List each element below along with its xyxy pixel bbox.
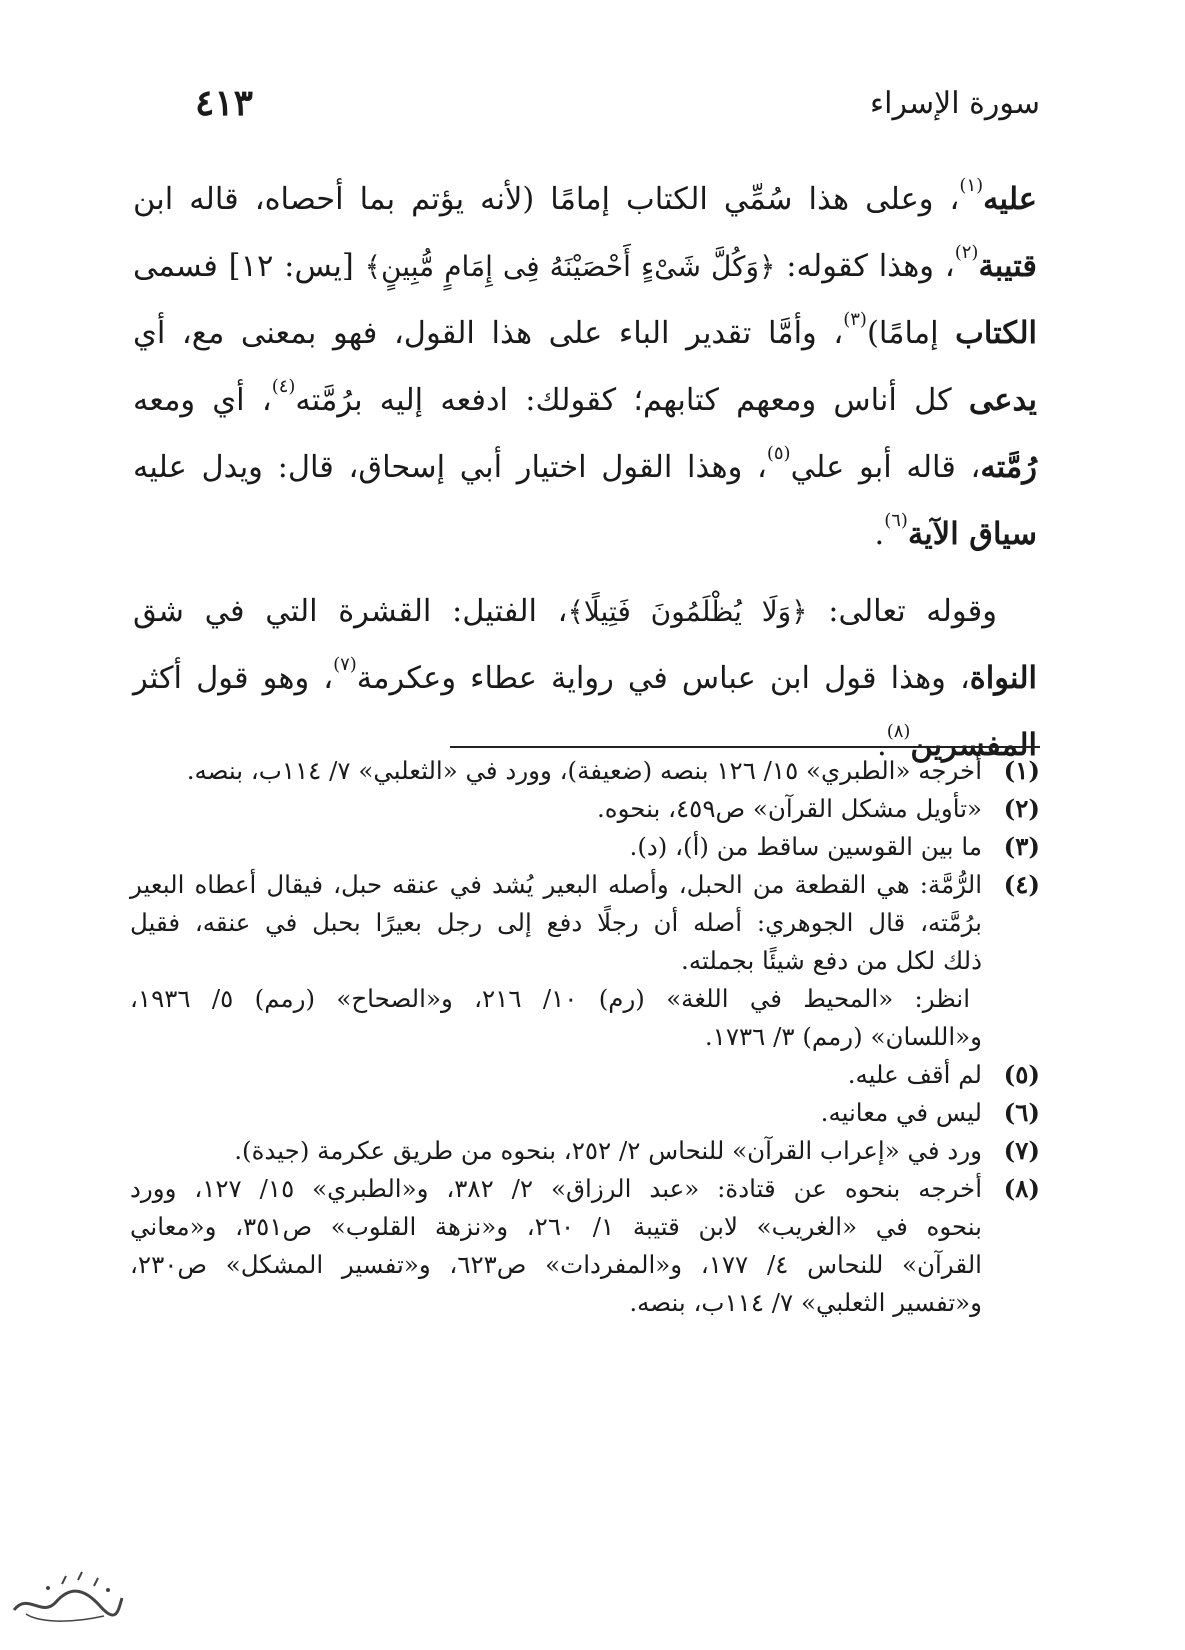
text-run: ، وأمَّا تقدير الباء على هذا القول، فهو بمعنى مع، أي — [133, 316, 844, 351]
footnote-line: لم أقف عليه. — [847, 1060, 982, 1089]
footnote-7 — [130, 1132, 1040, 1170]
footnote-number: (٢) — [1003, 794, 1040, 823]
surah-title: سورة الإسراء — [870, 86, 1040, 121]
footnote-8 — [130, 1170, 1040, 1322]
footnote-line: و«تفسير الثعلبي» ٧/ ١١٤ب، بنصه. — [629, 1288, 982, 1317]
footnote-number: (١) — [1003, 756, 1040, 785]
footnote-line: القرآن» للنحاس ٤/ ١٧٧، و«المفردات» ص٦٢٣، و«تفسير المشكل» ص٢٣٠، — [130, 1250, 982, 1279]
footnote-line: ما بين القوسين ساقط من (أ)، (د). — [629, 832, 982, 861]
footnote-line: ورد في «إعراب القرآن» للنحاس ٢/ ٢٥٢، بنحوه من طريق عكرمة (جيدة). — [234, 1136, 982, 1165]
text-run: ، أي ومعه — [133, 383, 272, 418]
footnote-ref-1[interactable]: (١) — [959, 175, 984, 196]
bold-word: عليه — [983, 181, 1037, 217]
text-line — [133, 233, 1037, 300]
text-run: كل أناس ومعهم كتابهم؛ كقولك: ادفعه إليه برُمَّته — [295, 383, 969, 418]
text-run: ، وهو قول أكثر — [133, 661, 334, 696]
text-line — [133, 300, 1037, 367]
bold-word: الكتاب — [955, 315, 1037, 351]
text-line — [133, 645, 1037, 712]
text-line — [133, 367, 1037, 434]
publisher-logo — [8, 1562, 128, 1632]
footnote-5 — [130, 1056, 1040, 1094]
bold-word: النواة — [969, 660, 1037, 696]
footnote-line: ليس في معانيه. — [820, 1098, 982, 1127]
text-run: إمامًا) — [866, 316, 956, 351]
footnote-number: (٣) — [1003, 832, 1040, 861]
text-line — [133, 434, 1037, 501]
footnote-1 — [130, 752, 1040, 790]
footnote-ref-2[interactable]: (٢) — [954, 242, 979, 263]
footnote-line: و«اللسان» (رمم) ٣/ ١٧٣٦. — [704, 1022, 982, 1051]
text-run: . — [874, 517, 885, 552]
footnote-number: (٥) — [1003, 1060, 1040, 1089]
main-text — [133, 166, 1037, 779]
footnote-ref-4[interactable]: (٤) — [271, 376, 296, 397]
text-run: . — [876, 728, 887, 763]
footnote-ref-5[interactable]: (٥) — [766, 443, 791, 464]
footnote-3 — [130, 828, 1040, 866]
footnote-line: أخرجه «الطبري» ١٥/ ١٢٦ بنصه (ضعيفة)، وورد في «الثعلبي» ٧/ ١١٤ب، بنصه. — [186, 756, 982, 785]
footnote-4 — [130, 866, 1040, 1056]
footnote-ref-8[interactable]: (٨) — [886, 721, 911, 742]
footnote-line: «تأويل مشكل القرآن» ص٤٥٩، بنحوه. — [597, 794, 982, 823]
text-run: ، وهذا قول ابن عباس في رواية عطاء وعكرمة — [356, 661, 970, 696]
page-header — [195, 82, 1040, 130]
text-run: ، قاله أبو علي — [790, 450, 981, 485]
quran-verse: ﴿وَلَا يُظْلَمُونَ فَتِيلًا﴾ — [567, 595, 808, 628]
footnote-number: (٧) — [1003, 1136, 1040, 1165]
footnote-ref-3[interactable]: (٣) — [843, 309, 867, 330]
page-number: ٤١٣ — [195, 82, 254, 124]
footnote-line: بنحوه في «الغريب» لابن قتيبة ١/ ٢٦٠، و«نزهة القلوب» ص٣٥١، و«معاني — [130, 1212, 982, 1241]
text-line — [133, 578, 1037, 645]
footnote-2 — [130, 790, 1040, 828]
footnote-line: ذلك لكل من دفع شيئًا بجملته. — [681, 946, 982, 975]
bold-word: رُمَّته — [980, 449, 1037, 485]
text-run: وقوله تعالى: — [807, 594, 997, 629]
footnote-line: برُمَّته، قال الجوهري: أصله أن رجلًا دفع إلى رجل بعيرًا بحبل في عنقه، فقيل — [130, 908, 982, 937]
text-run: [يس: ١٢] فسمى — [133, 249, 365, 284]
text-line — [133, 166, 1037, 233]
footnote-line: الرُّمَّة: هي القطعة من الحبل، وأصله البعير يُشد في عنقه حبل، فيقال أعطاه البعير — [130, 870, 982, 899]
footnotes — [130, 752, 1040, 1322]
text-run: ، وهذا القول اختيار أبي إسحاق، قال: ويدل عليه — [133, 450, 767, 485]
footnote-number: (٨) — [1003, 1174, 1040, 1203]
footnote-line: انظر: «المحيط في اللغة» (رم) ١٠/ ٢١٦، و«الصحاح» (رمم) ٥/ ١٩٣٦، — [130, 984, 971, 1013]
bold-word: المفسرين — [910, 727, 1037, 763]
text-run: ، الفتيل: القشرة التي في شق — [133, 594, 568, 629]
bold-word: سياق الآية — [907, 516, 1037, 552]
bold-word: يدعى — [968, 382, 1037, 418]
quran-verse: ﴿وَكُلَّ شَىْءٍ أَحْصَيْنَهُ فِى إِمَامٍ مُّبِينٍ﴾ — [364, 250, 776, 283]
footnote-number: (٦) — [1003, 1098, 1040, 1127]
text-run: ، وهذا كقوله: — [775, 249, 955, 284]
text-line — [133, 501, 1037, 568]
bold-word: قتيبة — [978, 248, 1037, 284]
footnote-divider — [450, 746, 1040, 748]
footnote-ref-7[interactable]: (٧) — [333, 654, 357, 675]
footnote-6 — [130, 1094, 1040, 1132]
footnote-number: (٤) — [1003, 870, 1040, 899]
footnote-line: أخرجه بنحوه عن قتادة: «عبد الرزاق» ٢/ ٣٨٢، و«الطبري» ١٥/ ١٢٧، وورد — [130, 1174, 983, 1203]
text-run: ، وعلى هذا سُمِّي الكتاب إمامًا (لأنه يؤتم بما أحصاه، قاله ابن — [133, 182, 960, 217]
footnote-ref-6[interactable]: (٦) — [884, 510, 908, 531]
